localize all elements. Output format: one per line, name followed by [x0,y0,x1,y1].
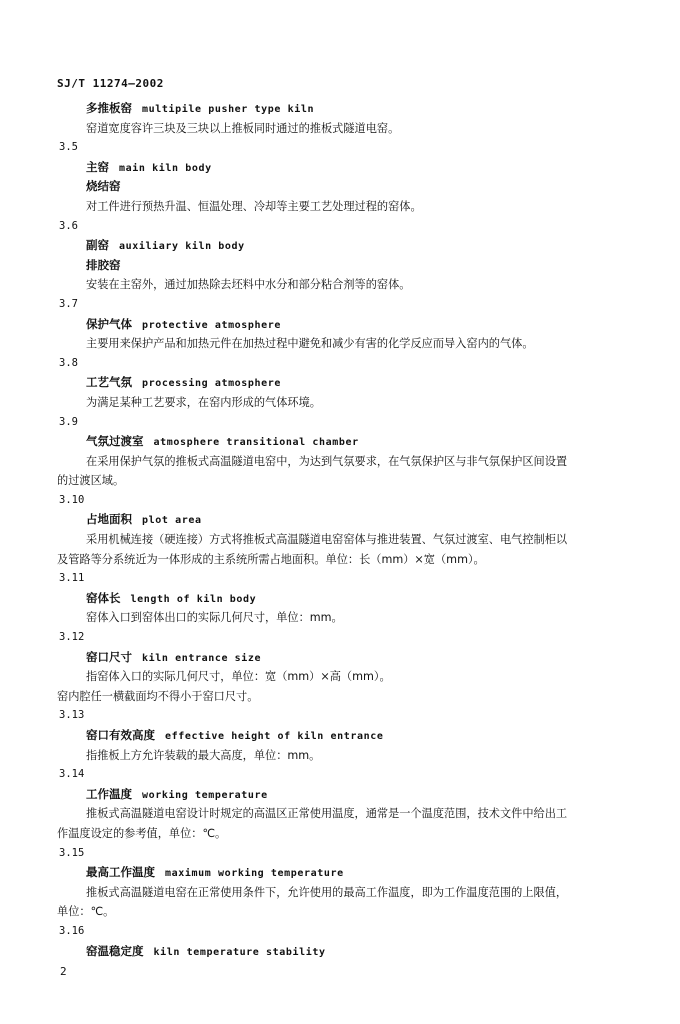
clause-number: 3.9 [59,415,78,428]
term-chinese: 工艺气氛 [86,375,132,390]
term-chinese: 占地面积 [86,512,132,527]
clause-number: 3.7 [59,297,78,310]
term-english: working temperature [142,789,268,801]
term-definition: 的过渡区域。 [57,474,125,488]
term-english: processing atmosphere [142,378,282,390]
clause-number: 3.15 [59,846,85,859]
clause-number: 3.12 [59,631,85,644]
terms-list [57,99,642,961]
term-definition: 窑内腔任一横截面均不得小于窑口尺寸。 [57,689,259,703]
term-heading [57,726,642,746]
term-english: kiln temperature stability [153,946,326,958]
term-heading [57,648,642,668]
standard-header: SJ/T 11274—2002 [57,77,164,90]
term-definition: 为满足某种工艺要求，在窑内形成的气体环境。 [86,395,321,409]
term-heading [57,373,642,393]
term-definition: 安装在主窑外，通过加热除去坯料中水分和部分粘合剂等的窑体。 [86,278,411,292]
term-chinese: 窑体长 [86,590,121,605]
term-english: protective atmosphere [142,319,282,331]
term-chinese: 窑温稳定度 [86,943,144,958]
term-definition: 在采用保护气氛的推板式高温隧道电窑中，为达到气氛要求，在气氛保护区与非气氛保护区间设置 [86,454,568,468]
clause-number: 3.14 [59,768,85,781]
page-number: 2 [60,965,67,978]
term-english: maximum working temperature [165,868,344,880]
term-chinese: 窑口尺寸 [86,649,132,664]
term-english: kiln entrance size [142,652,262,664]
term-definition: 指窑体入口的实际几何尺寸，单位：宽（mm）×高（mm）。 [86,670,391,684]
term-definition: 推板式高温隧道电窑在正常使用条件下，允许使用的最高工作温度，即为工作温度范围的上限值， [86,885,568,899]
term-heading [57,785,642,805]
term-heading [57,158,642,178]
term-definition: 作温度设定的参考值，单位：℃。 [57,826,227,840]
term-english: effective height of kiln entrance [165,731,384,742]
clause-number: 3.5 [59,141,78,154]
term-definition: 窑道宽度容许三块及三块以上推板同时通过的推板式隧道电窑。 [86,121,400,135]
term-synonym: 烧结窑 [86,179,121,194]
term-heading [57,942,642,962]
term-heading [57,589,642,609]
term-english: auxiliary kiln body [119,241,245,253]
term-chinese: 主窑 [86,159,109,174]
term-heading [57,236,642,256]
term-chinese: 保护气体 [86,316,132,331]
term-heading [57,863,642,883]
clause-number: 3.10 [59,493,85,506]
term-synonym: 排胶窑 [86,257,121,272]
term-chinese: 多推板窑 [86,101,132,115]
term-english: plot area [142,515,202,527]
term-definition: 主要用来保护产品和加热元件在加热过程中避免和减少有害的化学反应而导入窑内的气体。 [86,337,534,351]
clause-number: 3.13 [59,709,85,722]
term-chinese: 最高工作温度 [86,865,155,880]
term-english: atmosphere transitional chamber [153,437,359,449]
term-chinese: 窑口有效高度 [86,728,155,742]
term-english: multipile pusher type kiln [142,104,315,115]
clause-number: 3.16 [59,924,85,937]
term-definition: 单位：℃。 [57,905,115,919]
term-definition: 采用机械连接（硬连接）方式将推板式高温隧道电窑窑体与推进装置、气氛过渡室、电气控制柜以 [86,533,568,547]
term-heading [57,99,642,119]
term-definition: 窑体入口到窑体出口的实际几何尺寸，单位：mm。 [86,611,343,625]
term-chinese: 工作温度 [86,786,132,801]
clause-number: 3.11 [59,572,85,585]
term-chinese: 副窑 [86,238,109,253]
term-definition: 及管路等分系统近为一体形成的主系统所需占地面积。单位：长（mm）×宽（mm）。 [57,552,485,566]
term-heading [57,510,642,530]
term-definition: 推板式高温隧道电窑设计时规定的高温区正常使用温度，通常是一个温度范围，技术文件中给出工 [86,807,568,821]
term-english: length of kiln body [130,593,257,605]
term-heading [57,315,642,335]
clause-number: 3.6 [59,219,78,232]
term-heading [57,432,642,452]
clause-number: 3.8 [59,356,78,369]
term-english: main kiln body [119,162,212,174]
term-definition: 对工件进行预热升温、恒温处理、冷却等主要工艺处理过程的窑体。 [86,199,422,213]
term-definition: 指推板上方允许装载的最大高度，单位：mm。 [86,748,321,762]
term-chinese: 气氛过渡室 [86,434,144,449]
